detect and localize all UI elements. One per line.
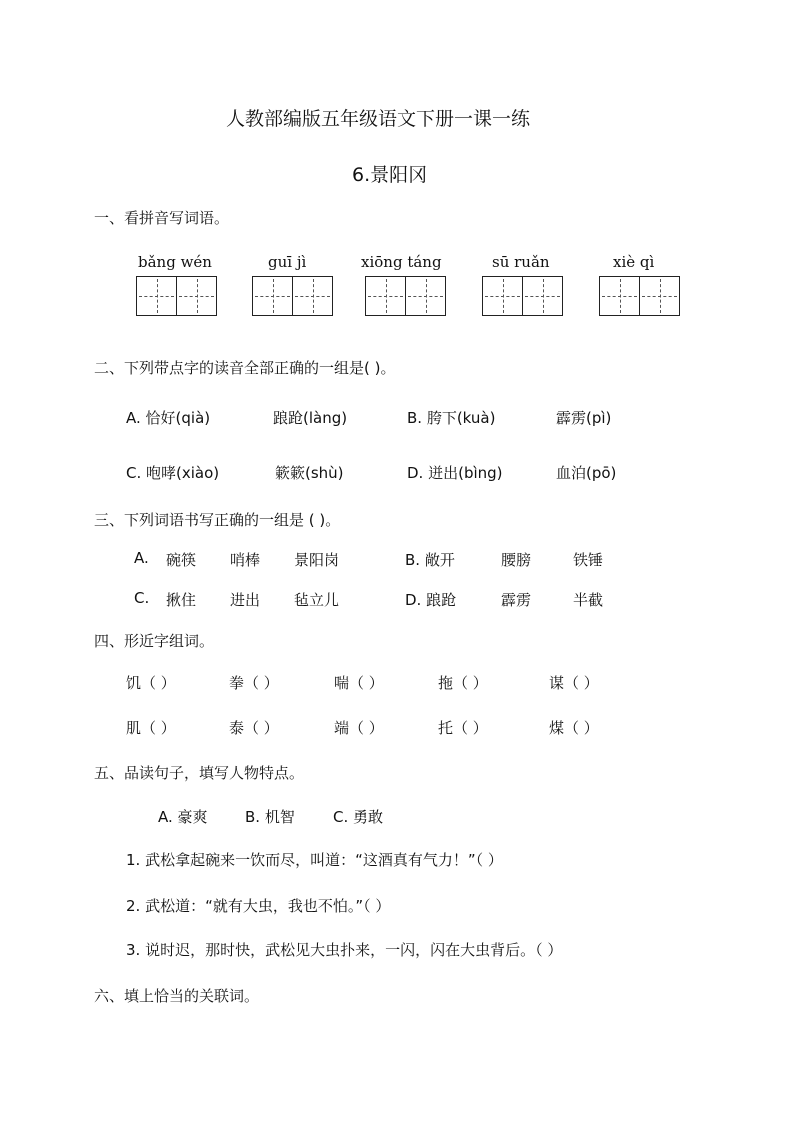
q4-item: 拖（ ） bbox=[438, 674, 488, 692]
grid-cell[interactable] bbox=[523, 276, 563, 316]
q4-item: 饥（ ） bbox=[126, 674, 176, 692]
q2-option-c: C. 咆哮(xiào) bbox=[126, 464, 220, 482]
q4-item: 泰（ ） bbox=[229, 719, 279, 737]
pinyin-5: xiè qì bbox=[613, 253, 655, 271]
q5-option-c: C. 勇敢 bbox=[333, 808, 384, 826]
q3-option-d-word3: 半截 bbox=[573, 591, 604, 609]
q3-option-d: D. 踉跄 bbox=[405, 591, 457, 609]
q3-option-c-word3: 毡立儿 bbox=[294, 591, 340, 609]
q2-option-a-word2: 踉跄(làng) bbox=[273, 409, 348, 427]
q4-item: 肌（ ） bbox=[126, 719, 176, 737]
grid-cell[interactable] bbox=[640, 276, 680, 316]
q4-item: 托（ ） bbox=[438, 719, 488, 737]
lesson-title: 6.景阳冈 bbox=[352, 164, 428, 186]
q3-option-a-word1: 碗筷 bbox=[166, 551, 197, 569]
q3-option-b: B. 敞开 bbox=[405, 551, 455, 569]
q2-option-b: B. 胯下(kuà) bbox=[407, 409, 496, 427]
q2-option-d: D. 迸出(bìng) bbox=[407, 464, 503, 482]
pinyin-3: xiōng táng bbox=[361, 253, 442, 271]
answer-grid-1[interactable] bbox=[136, 276, 218, 316]
q3-option-c-label: C. bbox=[134, 589, 150, 607]
q5-option-b: B. 机智 bbox=[245, 808, 295, 826]
q3-option-c-word2: 进出 bbox=[230, 591, 261, 609]
q3-option-d-word2: 霹雳 bbox=[501, 591, 532, 609]
q3-option-a-word3: 景阳岗 bbox=[294, 551, 340, 569]
q3-option-b-word2: 腰膀 bbox=[501, 551, 532, 569]
q3-option-b-word3: 铁锤 bbox=[573, 551, 604, 569]
q2-option-b-word2: 霹雳(pì) bbox=[556, 409, 612, 427]
q5-sentence-3: 3. 说时迟，那时快，武松见大虫扑来，一闪，闪在大虫背后。（ ） bbox=[126, 941, 563, 959]
grid-cell[interactable] bbox=[136, 276, 177, 316]
answer-grid-3[interactable] bbox=[365, 276, 447, 316]
q4-heading: 四、形近字组词。 bbox=[94, 632, 215, 650]
pinyin-4: sū ruǎn bbox=[492, 253, 550, 271]
grid-cell[interactable] bbox=[406, 276, 446, 316]
q2-option-a: A. 恰好(qià) bbox=[126, 409, 211, 427]
q4-item: 拳（ ） bbox=[229, 674, 279, 692]
grid-cell[interactable] bbox=[599, 276, 640, 316]
q5-option-a: A. 豪爽 bbox=[158, 808, 208, 826]
q2-option-d-word2: 血泊(pō) bbox=[556, 464, 617, 482]
answer-grid-4[interactable] bbox=[482, 276, 564, 316]
grid-cell[interactable] bbox=[177, 276, 217, 316]
grid-cell[interactable] bbox=[293, 276, 333, 316]
q5-sentence-1: 1. 武松拿起碗来一饮而尽，叫道：“这酒真有气力！”（ ） bbox=[126, 851, 503, 869]
q3-option-c-word1: 揪住 bbox=[166, 591, 197, 609]
q2-option-c-word2: 簌簌(shù) bbox=[275, 464, 344, 482]
pinyin-2: guī jì bbox=[268, 253, 307, 271]
q4-item: 煤（ ） bbox=[549, 719, 599, 737]
pinyin-1: bǎng wén bbox=[138, 253, 212, 271]
q3-heading: 三、下列词语书写正确的一组是 ( )。 bbox=[94, 511, 341, 529]
q1-heading: 一、看拼音写词语。 bbox=[94, 209, 230, 227]
q4-item: 喘（ ） bbox=[334, 674, 384, 692]
grid-cell[interactable] bbox=[252, 276, 293, 316]
q6-heading: 六、填上恰当的关联词。 bbox=[94, 987, 260, 1005]
q5-heading: 五、品读句子，填写人物特点。 bbox=[94, 764, 305, 782]
q4-item: 端（ ） bbox=[334, 719, 384, 737]
grid-cell[interactable] bbox=[482, 276, 523, 316]
page-title: 人教部编版五年级语文下册一课一练 bbox=[226, 108, 531, 130]
answer-grid-5[interactable] bbox=[599, 276, 681, 316]
answer-grid-2[interactable] bbox=[252, 276, 334, 316]
q3-option-a-word2: 哨棒 bbox=[230, 551, 261, 569]
q4-item: 谋（ ） bbox=[549, 674, 599, 692]
q5-sentence-2: 2. 武松道：“就有大虫，我也不怕。”（ ） bbox=[126, 897, 391, 915]
q3-option-a-label: A. bbox=[134, 549, 149, 567]
grid-cell[interactable] bbox=[365, 276, 406, 316]
q2-heading: 二、下列带点字的读音全部正确的一组是( )。 bbox=[94, 359, 396, 377]
